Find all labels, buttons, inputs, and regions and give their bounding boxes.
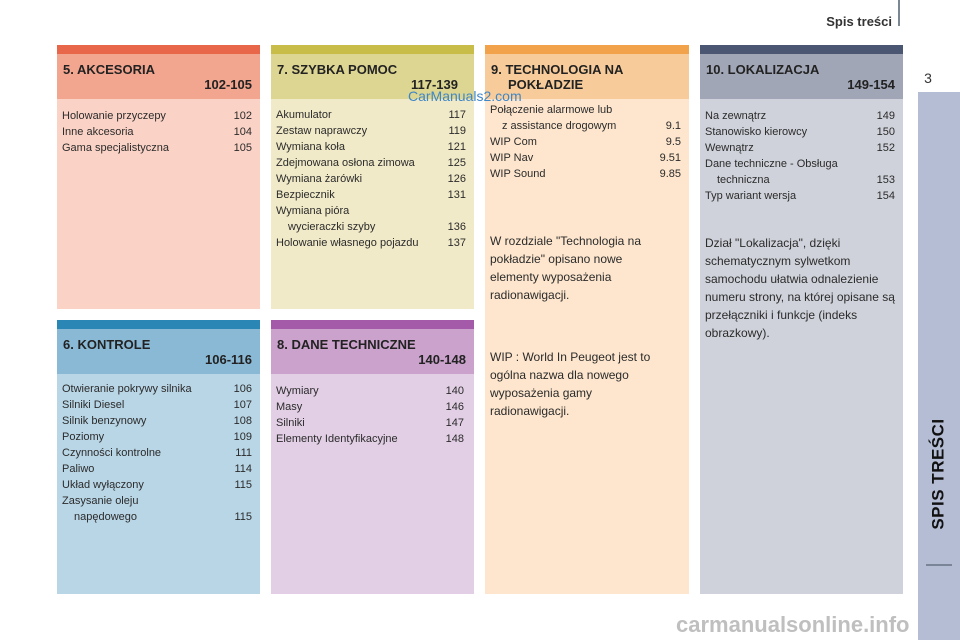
toc-item[interactable]: Czynności kontrolne 111: [62, 447, 252, 459]
toc-item[interactable]: Holowanie własnego pojazdu 137: [276, 237, 466, 249]
toc-item[interactable]: Paliwo 114: [62, 463, 252, 475]
toc-item[interactable]: Otwieranie pokrywy silnika 106: [62, 383, 252, 395]
section-bar: [271, 45, 474, 54]
toc-item[interactable]: Wymiana pióra: [276, 205, 350, 217]
section-note: WIP : World In Peugeot jest to ogólna nazwa dla nowego wyposażenia gamy radionawigacji.: [490, 350, 651, 418]
section-bar: [700, 45, 903, 54]
toc-item[interactable]: WIP Sound 9.85: [490, 168, 681, 180]
toc-item[interactable]: wycieraczki szyby 136: [288, 221, 466, 233]
page-header-title: Spis treści: [826, 14, 892, 29]
section-body: [485, 99, 689, 426]
section-page-range: 149-154: [847, 77, 895, 92]
section-title: 6. KONTROLE: [63, 337, 151, 352]
toc-item[interactable]: Typ wariant wersja 154: [705, 190, 895, 202]
toc-item[interactable]: Holowanie przyczepy 102: [62, 110, 252, 122]
section-header[interactable]: [57, 54, 260, 99]
section-akcesoria: [57, 45, 260, 309]
toc-item[interactable]: Gama specjalistyczna 105: [62, 142, 252, 154]
toc-item[interactable]: Zdejmowana osłona zimowa 125: [276, 157, 466, 169]
toc-item[interactable]: Wymiana żarówki 126: [276, 173, 466, 185]
section-body: [271, 99, 474, 257]
section-title: 5. AKCESORIA: [63, 62, 155, 77]
side-tab-label-wrap: [918, 394, 960, 554]
side-tab: [918, 92, 960, 640]
toc-item[interactable]: Połączenie alarmowe lub: [490, 104, 613, 116]
section-body: [271, 374, 474, 453]
section-page-range: 106-116: [205, 352, 252, 367]
side-tab-underline: [926, 564, 952, 566]
toc-item[interactable]: z assistance drogowym 9.1: [502, 120, 681, 132]
section-header[interactable]: [57, 329, 260, 374]
section-note: Dział "Lokalizacja", dzięki schematycznym sylwetkom samochodu ułatwia odnalezienie numeru strony, na której opisane są przełączniki i funkcje (indeks obrazkowy).: [705, 236, 895, 340]
section-body: [700, 99, 903, 348]
header-divider: [898, 0, 900, 26]
toc-item[interactable]: Masy 146: [276, 401, 464, 413]
section-bar: [57, 45, 260, 54]
toc-item[interactable]: Zestaw naprawczy 119: [276, 125, 466, 137]
section-header[interactable]: [700, 54, 903, 99]
toc-item[interactable]: Wymiary 140: [276, 385, 464, 397]
toc-item[interactable]: WIP Nav 9.51: [490, 152, 681, 164]
section-kontrole: [57, 320, 260, 594]
toc-item[interactable]: techniczna 153: [717, 174, 895, 186]
section-header[interactable]: [271, 329, 474, 374]
section-body: [57, 99, 260, 162]
toc-item[interactable]: Silniki Diesel 107: [62, 399, 252, 411]
section-body: [57, 374, 260, 531]
toc-item[interactable]: Akumulator 117: [276, 109, 466, 121]
toc-item[interactable]: WIP Com 9.5: [490, 136, 681, 148]
section-title: 8. DANE TECHNICZNE: [277, 337, 416, 352]
toc-item[interactable]: Elementy Identyfikacyjne 148: [276, 433, 464, 445]
section-lokalizacja: [700, 45, 903, 594]
section-note: W rozdziale "Technologia na pokładzie" opisano nowe elementy wyposażenia radionawigacji.: [490, 234, 642, 302]
section-dane-techniczne: [271, 320, 474, 594]
toc-item[interactable]: Na zewnątrz 149: [705, 110, 895, 122]
section-page-range: 117-139: [411, 77, 458, 92]
section-title-line2: POKŁADZIE: [508, 77, 584, 92]
section-title: 10. LOKALIZACJA: [706, 62, 820, 77]
side-tab-label: SPIS TREŚCI: [929, 418, 948, 530]
toc-item[interactable]: Silnik benzynowy 108: [62, 415, 252, 427]
toc-item[interactable]: Bezpiecznik 131: [276, 189, 466, 201]
toc-item[interactable]: Układ wyłączony 115: [62, 479, 252, 491]
toc-item[interactable]: Inne akcesoria 104: [62, 126, 252, 138]
page-number: 3: [924, 70, 932, 86]
section-bar: [485, 45, 689, 54]
section-technologia: [485, 45, 689, 594]
toc-item[interactable]: Wymiana koła 121: [276, 141, 466, 153]
section-bar: [271, 320, 474, 329]
toc-item[interactable]: Poziomy 109: [62, 431, 252, 443]
section-title: 7. SZYBKA POMOC: [277, 62, 398, 77]
toc-item[interactable]: napędowego 115: [74, 511, 252, 523]
toc-item[interactable]: Stanowisko kierowcy 150: [705, 126, 895, 138]
section-page-range: 140-148: [418, 352, 466, 367]
toc-item[interactable]: Silniki 147: [276, 417, 464, 429]
toc-item[interactable]: Dane techniczne - Obsługa: [705, 158, 838, 170]
section-szybka-pomoc: [271, 45, 474, 309]
watermark-bottom: carmanualsonline.info: [676, 612, 910, 637]
section-title: 9. TECHNOLOGIA NA: [491, 62, 624, 77]
toc-item[interactable]: Wewnątrz 152: [705, 142, 895, 154]
section-bar: [57, 320, 260, 329]
watermark-top: CarManuals2.com: [408, 88, 522, 104]
toc-item[interactable]: Zasysanie oleju: [62, 495, 139, 507]
section-page-range: 102-105: [204, 77, 252, 92]
